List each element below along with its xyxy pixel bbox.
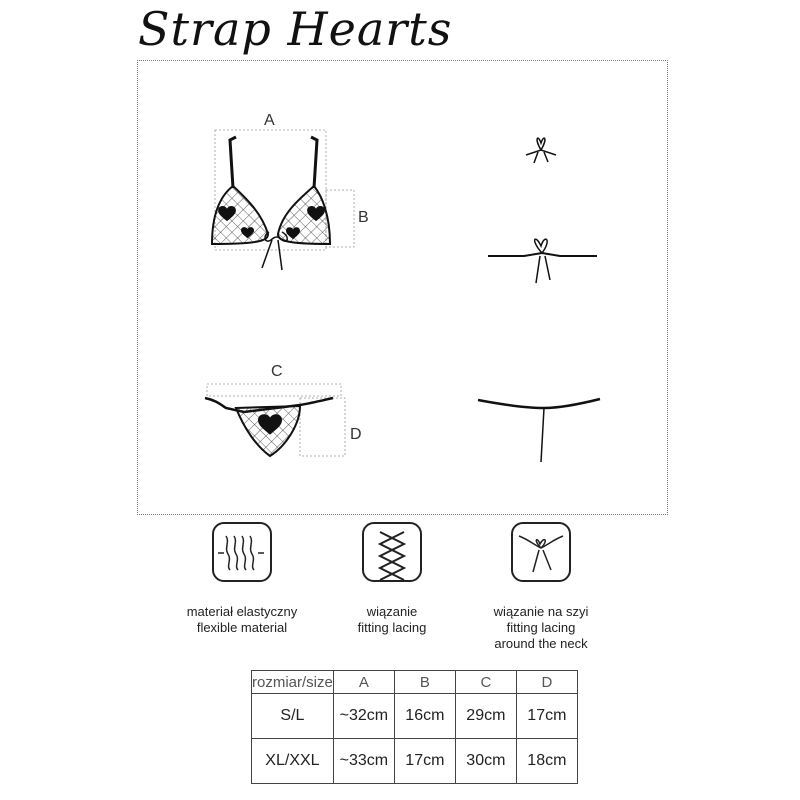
caption-line-3: around the neck <box>494 636 588 651</box>
header-cell: B <box>394 671 455 694</box>
value-cell: 17cm <box>394 739 455 784</box>
bra-front-drawing <box>212 130 354 270</box>
caption-line-2: fitting lacing <box>506 620 576 635</box>
value-cell: ~32cm <box>333 694 394 739</box>
thong-back-drawing <box>478 399 600 462</box>
header-cell: rozmiar/size <box>252 671 334 694</box>
table-row <box>252 739 578 784</box>
table-row <box>252 694 578 739</box>
feature-box-elastic-frame <box>212 522 272 582</box>
value-cell: 16cm <box>394 694 455 739</box>
header-cell: A <box>333 671 394 694</box>
dimension-label-d: D <box>350 426 362 443</box>
feature-box-neck-frame <box>511 522 571 582</box>
caption-line-1: wiązanie <box>366 604 418 619</box>
dimension-label-b: B <box>358 209 369 226</box>
header-cell: D <box>516 671 577 694</box>
size-table <box>251 670 578 784</box>
value-cell: ~33cm <box>333 739 394 784</box>
caption-line-2: flexible material <box>196 620 288 635</box>
header-cell: C <box>455 671 516 694</box>
size-cell: S/L <box>252 694 334 739</box>
dimension-label-a: A <box>264 112 275 129</box>
caption-line-2: fitting lacing <box>357 620 427 635</box>
feature-caption-neck <box>451 604 631 652</box>
size-table-header <box>252 671 578 694</box>
feature-box-lacing-frame <box>362 522 422 582</box>
value-cell: 30cm <box>455 739 516 784</box>
value-cell: 29cm <box>455 694 516 739</box>
caption-line-1: materiał elastyczny <box>186 604 298 619</box>
thong-front-drawing <box>205 384 345 456</box>
value-cell: 18cm <box>516 739 577 784</box>
bra-back-drawing <box>488 138 597 283</box>
value-cell: 17cm <box>516 694 577 739</box>
caption-line-1: wiązanie na szyi <box>493 604 589 619</box>
dimension-label-c: C <box>271 363 283 380</box>
product-title: Strap Hearts <box>138 2 453 56</box>
size-cell: XL/XXL <box>252 739 334 784</box>
